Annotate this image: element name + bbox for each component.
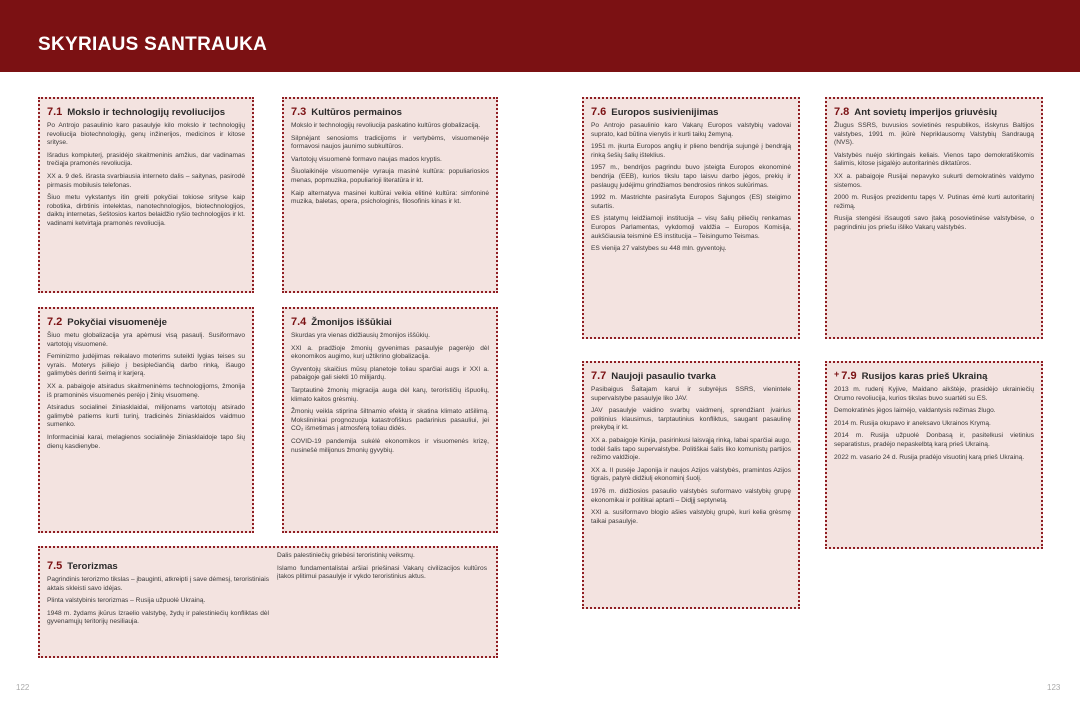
- paragraph: ES vienija 27 valstybes su 448 mln. gyventojų.: [591, 245, 727, 253]
- section-7-6: [582, 97, 800, 339]
- chapter-banner: [0, 0, 1080, 72]
- paragraph: 1948 m. žydams įkūrus Izraelio valstybę, žydų ir palestiniečių konfliktas dėl gyvenamųjų teritorijų nesiliauja.: [47, 609, 269, 626]
- section-heading: 7.5 Terorizmas: [47, 560, 118, 572]
- paragraph: Pasibaigus Šaltajam karui ir subyrėjus SSRS, vienintele supervalstybe pasaulyje liko JAV.: [591, 386, 791, 402]
- section-7-1: [38, 97, 254, 293]
- paragraph: XX a. pabaigoje Rusijai nepavyko sukurti demokratinės valdymo sistemos.: [834, 172, 1034, 189]
- paragraph: Mokslo ir technologijų revoliucija paskatino kultūros globalizaciją.: [291, 122, 481, 129]
- paragraph: Gyventojų skaičius mūsų planetoje toliau sparčiai augs ir XXI a. pabaigoje gali siekti 10 milijardų.: [291, 365, 489, 382]
- section-7-4: [282, 307, 498, 533]
- paragraph: Šiuo metu globalizacija yra apėmusi visą pasaulį. Susiformavo vartotojų visuomenė.: [47, 332, 245, 348]
- page-number-right: 123: [1047, 683, 1061, 692]
- paragraph: 1951 m. įkurta Europos anglių ir plieno bendrija sujungė į bendrąją rinką šešių šalių išteklius.: [591, 143, 791, 159]
- paragraph: Informaciniai karai, melagienos socialinėje žiniasklaidoje tapo šių dienų kasdienybe.: [47, 433, 245, 450]
- paragraph: 1957 m., bendrijos pagrindu buvo įsteigta Europos ekonominė bendrija (EEB), kurios tikslu tapo laisvu darbo jėgos, prekių ir paslaugų judėjimu grindžiamos bendrosios rinkos sukūrimas.: [591, 164, 791, 189]
- paragraph: Tarptautinė žmonių migracija auga dėl karų, terorističių išpuolių, klimato kaitos grėsmių.: [291, 386, 489, 403]
- paragraph: Šiuolaikinėje visuomenėje vyrauja masinė kultūra: populiariosios menas, popmuzika, populiarioji literatūra ir kt.: [291, 168, 489, 184]
- section-heading: 7.1 Mokslo ir technologijų revoliucijos: [47, 106, 226, 118]
- section-heading: 7.3 Kultūros permainos: [291, 106, 402, 118]
- section-heading: 7.7 Naujoji pasaulio tvarka: [591, 370, 716, 382]
- section-7-7: [582, 361, 800, 609]
- section-heading: + 7.9 Rusijos karas prieš Ukrainą: [834, 369, 988, 382]
- paragraph: Skurdas yra vienas didžiausių žmonijos iššūkių.: [291, 332, 430, 339]
- paragraph: XX a. 9 deš. išrasta svarbiausia interneto dalis – saitynas, pasirodė pirmasis mobilusis telefonas.: [47, 172, 245, 189]
- paragraph: Valstybės nuėjo skirtingais keliais. Vienos tapo demokratiškomis šalimis, kitose įsigalėjo autoritarinės diktatūros.: [834, 151, 1034, 168]
- section-heading: 7.6 Europos susivienijimas: [591, 106, 719, 118]
- section-heading: 7.8 Ant sovietų imperijos griuvėsių: [834, 106, 998, 118]
- page-number-left: 122: [16, 683, 30, 692]
- paragraph: COVID-19 pandemija sukėlė ekonomikos ir visuomenės krizę, nusinešė milijonus žmonių gyvybių.: [291, 437, 489, 454]
- paragraph: Po Antrojo pasaulinio karo Vakarų Europos valstybių vadovai suprato, kad būtina vienytis ir kurti taikų žemyną.: [591, 122, 791, 138]
- section-heading: 7.4 Žmonijos iššūkiai: [291, 316, 392, 328]
- section-7-5: [38, 546, 498, 658]
- section-7-9: [825, 361, 1043, 549]
- paragraph: Plinta valstybinis terorizmas – Rusija užpuolė Ukrainą.: [47, 597, 206, 605]
- paragraph: Po Antrojo pasaulinio karo pasaulyje kilo mokslo ir technologijų revoliucija biotechnologijų, genų inžinerijos, medicinos ir kitose srityse.: [47, 122, 245, 147]
- paragraph: 1976 m. didžiosios pasaulio valstybės suformavo valstybių grupę ekonomikai ir politikai aptarti – Didįjį septynetą.: [591, 487, 791, 504]
- paragraph: Feminizmo judėjimas reikalavo moterims suteikti lygias teises su vyrais. Moterys įsiliejo į besiplečiančią darbo rinką, išaugo galimybės derinti šeimą ir karjerą.: [47, 353, 245, 378]
- chapter-title: SKYRIAUS SANTRAUKA: [38, 34, 268, 55]
- section-heading: 7.2 Pokyčiai visuomenėje: [47, 316, 168, 328]
- paragraph: Kaip alternatyva masinei kultūrai veikia elitinė kultūra: simfoninė muzika, baletas, opera, psichologinis, filosofinis kinas ir kt.: [291, 189, 489, 206]
- section-7-2: [38, 307, 254, 533]
- paragraph: XXI a. pradžioje žmonių gyvenimas pasaulyje pagerėjo dėl ekonomikos augimo, kurį užtikrino globalizacija.: [291, 344, 489, 361]
- paragraph: Dalis palestiniečių griebėsi teroristinių veiksmų.: [277, 552, 415, 559]
- paragraph: Žlugus SSRS, buvusios sovietinės respublikos, išskyrus Baltijos valstybes, 1991 m. įkūrė Nepriklausomų Valstybių Sandraugą (NVS).: [834, 122, 1034, 147]
- paragraph: XXI a. susiformavo blogio ašies valstybių grupė, kuri kelia grėsmę taikai pasaulyje.: [591, 509, 791, 525]
- paragraph: JAV pasaulyje vaidino svarbų vaidmenį, sprendžiant įvairius politinius klausimus, tarptautinius konfliktus, saugant pasaulinę prekybą ir kt.: [591, 407, 791, 432]
- paragraph: Išradus kompiuterį, prasidėjo skaitmeninis amžius, dar vadinamas trečiąja pramonės revoliucija.: [47, 151, 245, 168]
- paragraph: Vartotojų visuomenė formavo naujas mados kryptis.: [291, 155, 442, 163]
- plus-icon: +: [834, 369, 840, 379]
- section-7-5-column-2: [277, 552, 487, 586]
- section-7-8: [825, 97, 1043, 339]
- paragraph: Islamo fundamentalistai aršiai priešinasi Vakarų civilizacijos kultūros įtakos plitimui pasaulyje ir vykdo teroristinius aktus.: [277, 564, 487, 581]
- paragraph: Žmonių veikla stiprina šiltnamio efektą ir skatina klimato atšilimą. Mokslininkai prognozuoja katastrofiškus padarinius pasauliui, jei CO₂ išmetimas į atmosferą toliau didės.: [291, 408, 489, 433]
- paragraph: XX a. pabaigoje atsiradus skaitmeninėms technologijoms, žmonija iš pramoninės visuomenės perėjo į žinių visuomenę.: [47, 382, 245, 399]
- paragraph: Šiuo metu vykstantys itin greiti pokyčiai tokiose srityse kaip robotika, dirbtinis intelektas, nanotechnologijos, biotechnologijos, daiktų internetas, šeštosios kartos belaidžio ryšio technologijos ir kt. vadinami ketvirtąja pramonės revoliucija.: [47, 194, 245, 227]
- paragraph: 1992 m. Mastrichte pasirašyta Europos Sąjungos (ES) steigimo sutartis.: [591, 194, 791, 210]
- section-7-3: [282, 97, 498, 293]
- paragraph: Atsiradus socialinei žiniasklaidai, milijonams vartotojų atsirado galimybė patiems kurti turinį, tradicinės žiniasklaidos vaidmuo sumenko.: [47, 404, 245, 429]
- paragraph: Silpnėjant senosioms tradicijoms ir vertybėms, visuomenėje formavosi naujos jaunimo subkultūros.: [291, 134, 489, 151]
- paragraph: ES įstatymų leidžiamoji institucija – visų šalių piliečių renkamas Europos Parlamentas, vykdomoji valdžia – Europos Komisija, aukščiausia teisminė ES institucija – Teisingumo Teismas.: [591, 215, 791, 240]
- paragraph: Demokratinės jėgos laimėjo, valdantysis režimas žlugo.: [834, 407, 996, 415]
- paragraph: XX a. II pusėje Japonija ir naujos Azijos valstybės, pramintos Azijos tigrais, patyrė didžiulį ekonominį šuolį.: [591, 466, 791, 483]
- paragraph: 2013 m. rudenį Kyjive, Maidano aikštėje, prasidėjo ukrainiečių Orumo revoliucija, kurios tikslas buvo suartėti su ES.: [834, 386, 1034, 402]
- paragraph: 2022 m. vasario 24 d. Rusija pradėjo visuotinį karą prieš Ukrainą.: [834, 453, 1025, 461]
- paragraph: 2014 m. Rusija užpuolė Donbasą ir, pasitelkusi vietinius separatistus, pradėjo nepaskelbtą karą prieš Ukrainą.: [834, 432, 1034, 448]
- paragraph: XX a. pabaigoje Kinija, pasirinkusi laisvąją rinką, labai sparčiai augo, todėl šalis tapo supervalstybe. Politiškai šalis liko komunistų partijos režimo valdžioje.: [591, 436, 791, 462]
- paragraph: Pagrindinis terorizmo tikslas – įbauginti, atkreipti į save dėmesį, teroristiniais aktais skleisti savo idėjas.: [47, 576, 269, 592]
- paragraph: 2000 m. Rusijos prezidentu tapęs V. Putinas ėmė kurti autoritarinį režimą.: [834, 194, 1034, 210]
- paragraph: 2014 m. Rusija okupavo ir aneksavo Ukrainos Krymą.: [834, 419, 991, 427]
- paragraph: Rusija stengėsi išsaugoti savo įtaką posovietinėse valstybėse, o pagrindiniu jos priešu išliko Vakarų valstybės.: [834, 215, 1034, 231]
